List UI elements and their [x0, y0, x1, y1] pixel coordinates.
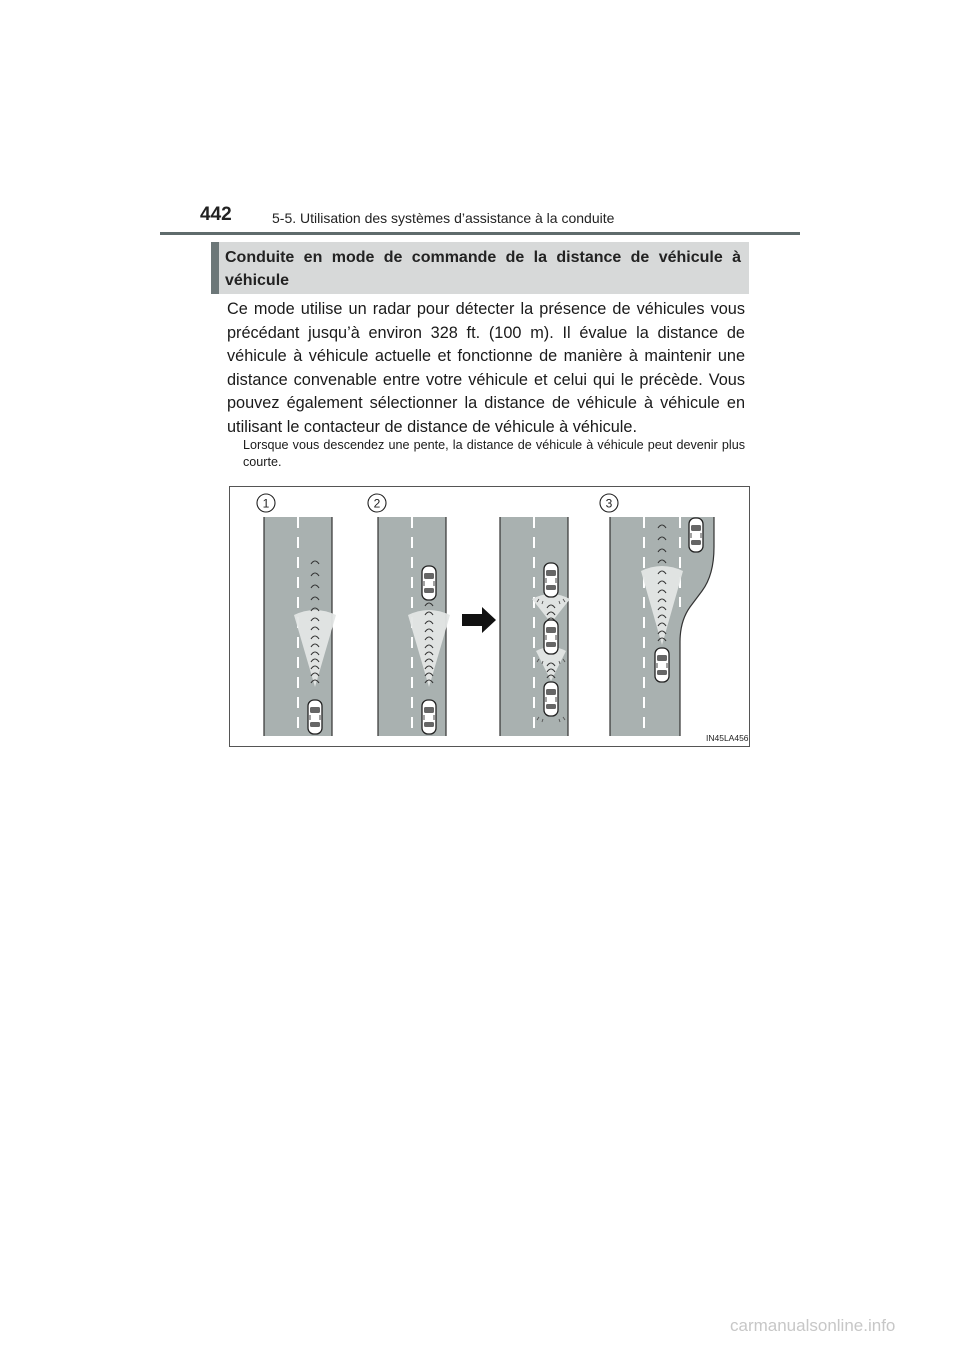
step-label-1-text: 1 — [262, 496, 270, 511]
step-label-2 — [368, 494, 386, 512]
section-title: Conduite en mode de commande de la distance de véhicule à véhicule — [225, 249, 741, 289]
own-car-2 — [422, 700, 436, 734]
body-paragraph: Ce mode utilise un radar pour détecter la présence de véhicules vous précédant jusqu’à environ 328 ft. (100 m). Il évalue la distance de véhicule à véhicule actuelle et fonctionne de manière à maintenir une distance convenable entre votre véhicule et celui qui le précède. Vous pouvez également sélectionner la distance de véhicule à véhicule en utilisant le contacteur de distance de véhicule à véhicule. — [227, 300, 745, 436]
lead-car-3 — [544, 563, 558, 597]
step-label-3 — [600, 494, 618, 512]
step-label-2-text: 2 — [373, 496, 381, 511]
lead-car-2 — [422, 566, 436, 600]
running-head: 5-5. Utilisation des systèmes d’assistance à la conduite — [272, 210, 615, 226]
note-paragraph: Lorsque vous descendez une pente, la distance de véhicule à véhicule peut devenir plus courte. — [243, 438, 745, 469]
figure-code: IN45LA456 — [706, 733, 749, 743]
step-label-1 — [257, 494, 275, 512]
step-label-3-text: 3 — [605, 496, 613, 511]
transition-arrow — [462, 607, 496, 633]
header-rule — [160, 232, 800, 235]
own-car-1 — [308, 700, 322, 734]
illustration — [229, 486, 750, 747]
illustration-svg — [230, 487, 749, 746]
middle-car-3 — [544, 620, 558, 654]
section-box — [211, 242, 749, 294]
own-car-4 — [655, 648, 669, 682]
page-number: 442 — [200, 204, 232, 225]
section-bar — [211, 242, 219, 294]
watermark: carmanualsonline.info — [730, 1316, 896, 1335]
side-car-4 — [689, 518, 703, 552]
own-car-3 — [544, 682, 558, 716]
